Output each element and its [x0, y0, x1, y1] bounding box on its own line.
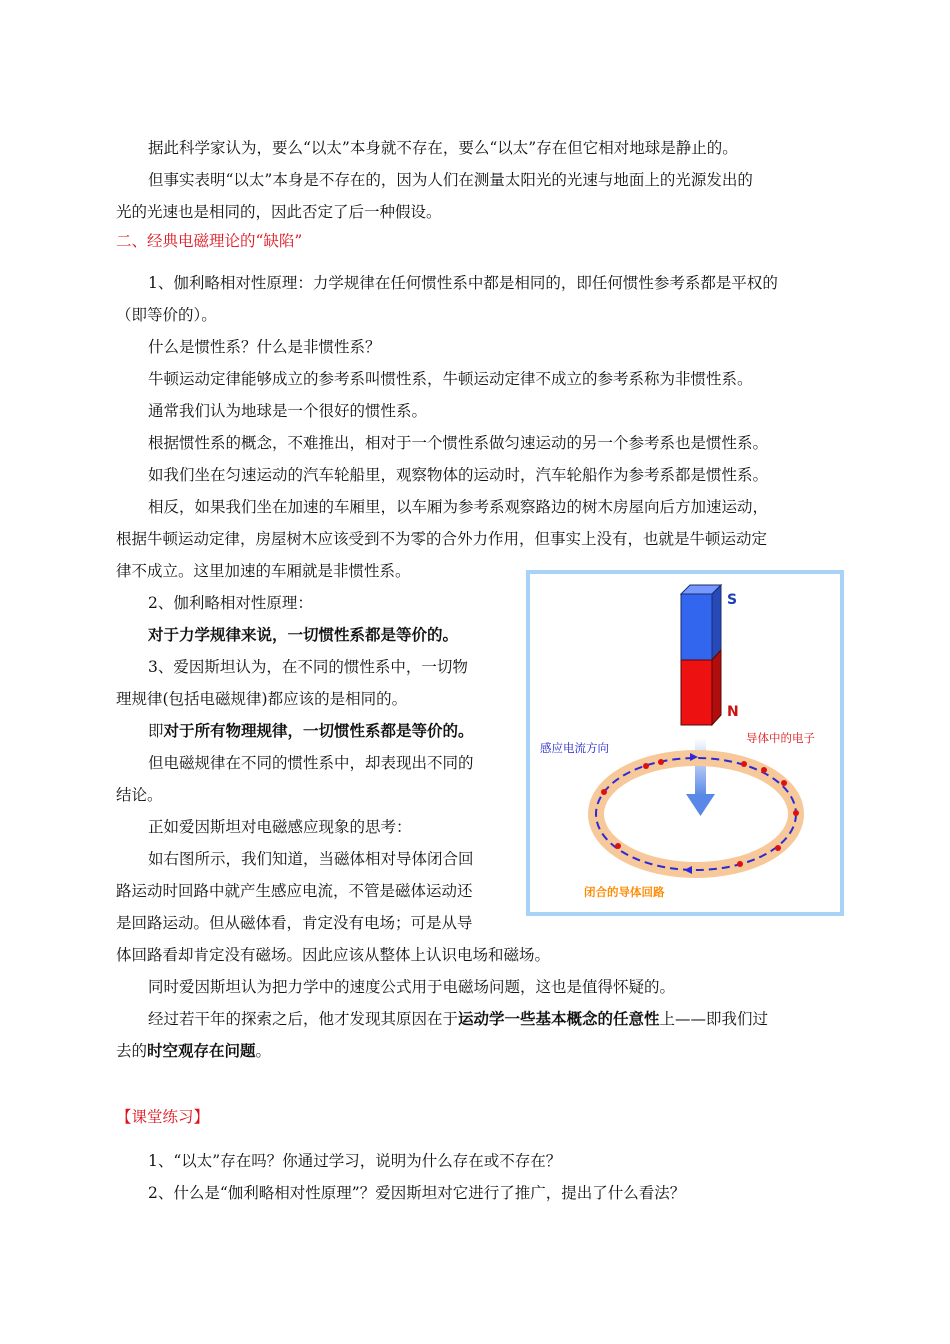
line-acc1: 相反，如果我们坐在加速的车厢里，以车厢为参考系观察路边的树木房屋向后方加速运动，: [148, 498, 769, 516]
line-l2: 2、伽利略相对性原理：: [148, 594, 313, 612]
line-question: 什么是惯性系？什么是非惯性系？: [148, 338, 381, 356]
magnet-n-pole: [681, 660, 712, 725]
line-earth: 通常我们认为地球是一个很好的惯性系。: [148, 402, 428, 420]
line-acc2: 根据牛顿运动定律，房屋树木应该受到不为零的合外力作用，但事实上没有，也就是牛顿运动定: [116, 530, 768, 548]
line-ex1: 1、“以太”存在吗？你通过学习，说明为什么存在或不存在？: [148, 1152, 562, 1170]
line-car: 如我们坐在匀速运动的汽车轮船里，观察物体的运动时，汽车轮船作为参考系都是惯性系。: [148, 466, 769, 484]
past-c: 。: [255, 1042, 272, 1060]
line-ji: [148, 720, 474, 742]
line-concept: 根据惯性系的概念，不难推出，相对于一个惯性系做匀速运动的另一个参考系也是惯性系。: [148, 434, 769, 452]
electron: [737, 861, 743, 867]
bold-text: 运动学一些基本概念的任意性: [458, 1009, 660, 1028]
magnet-side-red: [712, 650, 721, 725]
electron: [601, 789, 607, 795]
electron: [775, 845, 781, 851]
line-em2: 结论。: [116, 786, 163, 804]
magnet-s-pole: [681, 594, 712, 660]
line-l1b: （即等价的）。: [116, 306, 217, 324]
arrow-shaft: [695, 738, 706, 796]
induction-figure: [526, 570, 844, 916]
line-l3a: 3、爱因斯坦认为，在不同的惯性系中，一切物: [148, 658, 468, 676]
line-l1a: 1、伽利略相对性原理：力学规律在任何惯性系中都是相同的，即任何惯性参考系都是平权的: [148, 274, 778, 292]
bold-text: 对于力学规律来说，一切惯性系都是等价的。: [148, 625, 459, 644]
bold-text: 时空观存在问题: [147, 1041, 256, 1060]
past-a: 去的: [116, 1042, 148, 1060]
ji-text: 即: [148, 722, 164, 740]
after-c: 上——即我们过: [659, 1010, 769, 1028]
label-electron: 导体中的电子: [746, 731, 815, 745]
label-loop: 闭合的导体回路: [584, 885, 665, 899]
line-after: [148, 1008, 768, 1030]
line-p2b: 光的光速也是相同的，因此否定了后一种假设。: [116, 203, 442, 221]
line-fig3: 是回路运动。但从磁体看，肯定没有电场；可是从导: [116, 914, 473, 932]
line-fig2: 路运动时回路中就产生感应电流，不管是磁体运动还: [116, 882, 473, 900]
exercise-heading: 【课堂练习】: [116, 1108, 210, 1126]
line-think: 正如爱因斯坦对电磁感应现象的思考：: [148, 818, 412, 836]
label-current-direction: 感应电流方向: [540, 741, 609, 755]
line-fig1: 如右图所示，我们知道，当磁体相对导体闭合回: [148, 850, 474, 868]
line-p1: 据此科学家认为，要么“以太”本身就不存在，要么“以太”存在但它相对地球是静止的。: [148, 139, 738, 157]
line-l2-bold: [148, 624, 458, 646]
electron: [793, 810, 799, 816]
line-acc3: 律不成立。这里加速的车厢就是非惯性系。: [116, 562, 411, 580]
bold-text: 对于所有物理规律，一切惯性系都是等价的。: [163, 721, 474, 740]
electron: [643, 763, 649, 769]
label-s: S: [727, 592, 738, 608]
magnet-side-blue: [712, 585, 721, 660]
line-ex2: 2、什么是“伽利略相对性原理”？爱因斯坦对它进行了推广，提出了什么看法？: [148, 1184, 686, 1202]
line-p2a: 但事实表明“以太”本身是不存在的，因为人们在测量太阳光的光速与地面上的光源发出的: [148, 171, 753, 189]
line-newton: 牛顿运动定律能够成立的参考系叫惯性系，牛顿运动定律不成立的参考系称为非惯性系。: [148, 370, 753, 388]
magnet: [681, 585, 721, 725]
electron: [741, 761, 747, 767]
electron: [658, 759, 664, 765]
line-fig4: 体回路看却肯定没有磁场。因此应该从整体上认识电场和磁场。: [116, 946, 551, 964]
label-n: N: [727, 704, 739, 720]
line-em1: 但电磁规律在不同的惯性系中，却表现出不同的: [148, 754, 474, 772]
line-same: 同时爱因斯坦认为把力学中的速度公式用于电磁场问题，这也是值得怀疑的。: [148, 978, 676, 996]
electron: [615, 843, 621, 849]
section-heading: 二、经典电磁理论的“缺陷”: [116, 232, 303, 250]
electron: [761, 767, 767, 773]
after-a: 经过若干年的探索之后，他才发现其原因在于: [148, 1010, 459, 1028]
line-l3b: 理规律(包括电磁规律)都应该的是相同的。: [116, 690, 408, 708]
electron: [781, 780, 787, 786]
line-past: [116, 1040, 271, 1062]
